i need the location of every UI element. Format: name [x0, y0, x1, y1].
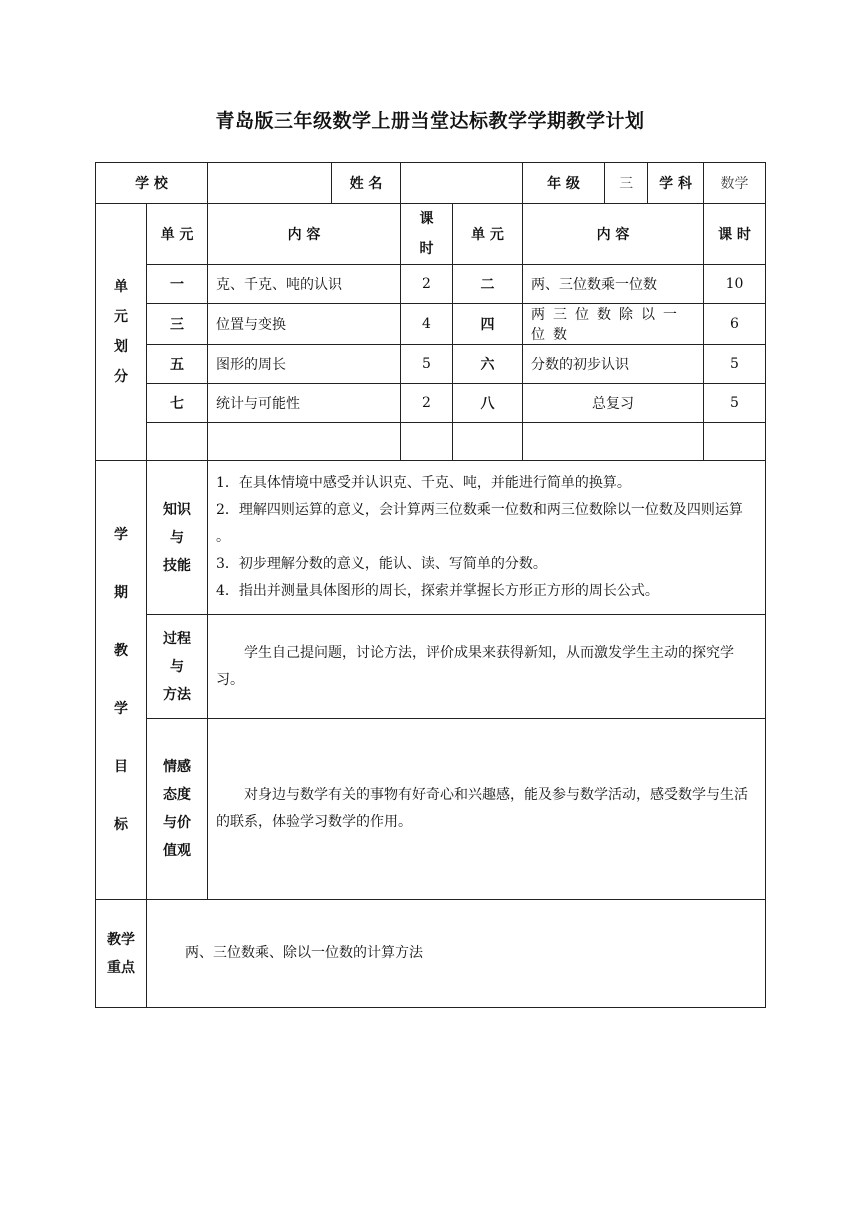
unit-content: 图形的周长	[208, 345, 401, 384]
unit-hours: 10	[704, 265, 766, 304]
emotion-label: 情感 态度 与价 值观	[147, 719, 208, 900]
unit-content: 克、千克、吨的认识	[208, 265, 401, 304]
unit-number: 五	[147, 345, 208, 384]
col-unit-header: 单 元	[147, 204, 208, 265]
grade-label: 年 级	[523, 163, 605, 204]
unit-row-empty	[96, 423, 766, 461]
unit-number: 六	[453, 345, 523, 384]
unit-number: 二	[453, 265, 523, 304]
unit-content: 统计与可能性	[208, 384, 401, 423]
empty-cell	[147, 423, 208, 461]
unit-row	[96, 384, 766, 423]
process-label: 过程 与 方法	[147, 615, 208, 719]
page-title: 青岛版三年级数学上册当堂达标教学学期教学计划	[215, 110, 645, 132]
unit-hours: 5	[704, 345, 766, 384]
name-label: 姓 名	[332, 163, 401, 204]
goals-section-label: 学 期 教 学 目 标	[96, 461, 147, 900]
knowledge-item: 1．在具体情境中感受并认识克、千克、吨，并能进行简单的换算。	[216, 475, 631, 491]
unit-number: 四	[453, 304, 523, 345]
unit-hours: 6	[704, 304, 766, 345]
empty-cell	[523, 423, 704, 461]
knowledge-item: 2．理解四则运算的意义，会计算两三位数乘一位数和两三位数除以一位数及四则运算 。	[216, 502, 743, 545]
school-label: 学 校	[96, 163, 208, 204]
goal-process-row	[96, 615, 766, 719]
col-content2-header: 内 容	[523, 204, 704, 265]
units-section-label: 单 元 划 分	[96, 204, 147, 461]
grade-value-text: 三	[605, 163, 648, 203]
empty-cell	[208, 423, 401, 461]
unit-number: 七	[147, 384, 208, 423]
emotion-content: 对身边与数学有关的事物有好奇心和兴趣感，能及参与数学活动，感受数学与生活的联系，体验学习数学的作用。	[208, 719, 766, 900]
plan-table	[95, 162, 766, 1008]
subject-label: 学 科	[659, 176, 693, 192]
unit-content: 分数的初步认识	[523, 345, 704, 384]
unit-row	[96, 345, 766, 384]
subject-value[interactable]: 数学	[704, 163, 766, 204]
knowledge-content	[208, 461, 766, 615]
grade-value[interactable]	[605, 163, 704, 204]
focus-label: 教学 重点	[96, 900, 147, 1008]
unit-content: 位置与变换	[208, 304, 401, 345]
unit-hours: 5	[704, 384, 766, 423]
process-content: 学生自己提问题，讨论方法，评价成果来获得新知，从而激发学生主动的探究学习。	[208, 615, 766, 719]
knowledge-item: 4．指出并测量具体图形的周长，探索并掌握长方形正方形的周长公式。	[216, 583, 659, 599]
units-header-row	[96, 204, 766, 265]
header-row	[96, 163, 766, 204]
focus-row	[96, 900, 766, 1008]
school-field[interactable]	[208, 163, 332, 204]
focus-content: 两、三位数乘、除以一位数的计算方法	[147, 900, 766, 1008]
col-hours2-header: 课 时	[704, 204, 766, 265]
name-field[interactable]	[401, 163, 523, 204]
col-unit2-header: 单 元	[453, 204, 523, 265]
empty-cell	[704, 423, 766, 461]
unit-hours: 2	[401, 265, 453, 304]
unit-hours: 2	[401, 384, 453, 423]
goal-emotion-row	[96, 719, 766, 900]
col-content-header: 内 容	[208, 204, 401, 265]
unit-content: 两三位数除以一位数	[523, 304, 704, 345]
empty-cell	[401, 423, 453, 461]
empty-cell	[453, 423, 523, 461]
unit-content: 两、三位数乘一位数	[523, 265, 704, 304]
unit-number: 三	[147, 304, 208, 345]
unit-content: 总复习	[523, 384, 704, 423]
unit-number: 八	[453, 384, 523, 423]
knowledge-item: 3．初步理解分数的意义，能认、读、写简单的分数。	[216, 556, 547, 572]
unit-number: 一	[147, 265, 208, 304]
goal-knowledge-row	[96, 461, 766, 615]
unit-row	[96, 265, 766, 304]
knowledge-label: 知识 与 技能	[147, 461, 208, 615]
unit-hours: 4	[401, 304, 453, 345]
col-hours-header: 课 时	[401, 204, 453, 265]
unit-hours: 5	[401, 345, 453, 384]
unit-row	[96, 304, 766, 345]
